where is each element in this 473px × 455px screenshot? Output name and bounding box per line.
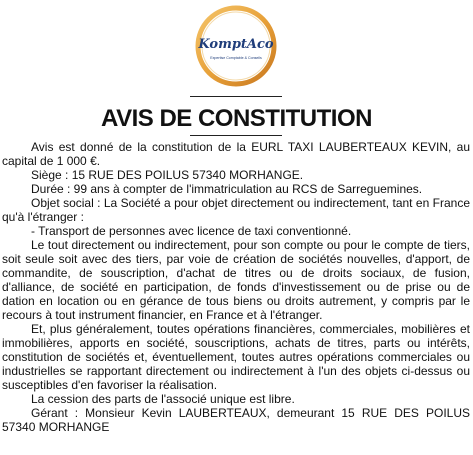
paragraph-constitution: Avis est donné de la constitution de la EURL TAXI LAUBERTEAUX KEVIN, au capital de 1 000 €. — [2, 140, 470, 168]
company-logo — [181, 3, 291, 89]
paragraph-transport: - Transport de personnes avec licence de taxi conventionné. — [31, 224, 352, 238]
logo-tagline: Expertise Comptable & Conseils — [210, 56, 262, 60]
paragraph-siege: Siège : 15 RUE DES POILUS 57340 MORHANGE. — [31, 168, 304, 182]
logo-emblem — [181, 3, 291, 89]
notice-title: AVIS DE CONSTITUTION — [101, 105, 372, 132]
logo-name: KomptAco — [198, 37, 274, 52]
paragraph-operations: Et, plus généralement, toutes opérations financières, commerciales, mobilières et immobilières, apports en société, souscriptions, achats de titres, parts ou intérêts, constitution de sociétés et, éventuellement, toutes autres opérations commerciales ou industrielles se rapportant directement ou indirectement à l'un des objets ci-dessus ou susceptibles d'en favoriser la réalisation. — [2, 322, 470, 392]
title-rule-top — [190, 96, 282, 97]
paragraph-gerant: Gérant : Monsieur Kevin LAUBERTEAUX, demeurant 15 RUE DES POILUS 57340 MORHANGE — [2, 406, 470, 434]
paragraph-cession: La cession des parts de l'associé unique est libre. — [31, 392, 295, 406]
paragraph-duree: Durée : 99 ans à compter de l'immatriculation au RCS de Sarreguemines. — [31, 182, 423, 196]
notice-body — [2, 140, 470, 434]
paragraph-objet-social: Objet social : La Société a pour objet directement ou indirectement, tant en France qu'à l'étranger : — [2, 196, 470, 224]
paragraph-moyens: Le tout directement ou indirectement, pour son compte ou pour le compte de tiers, soit seule soit avec des tiers, par voie de création de sociétés nouvelles, d'apport, de commandite, de souscription, d'achat de titres ou de droits sociaux, de fusion, d'alliance, de société en participation, de fonds d'investissement ou de prise ou de dation en location ou en gérance de tous biens ou droits autrement, y compris par le recours à tout instrument financier, en France et à l'étranger. — [2, 238, 470, 322]
title-rule-bottom — [190, 135, 282, 136]
